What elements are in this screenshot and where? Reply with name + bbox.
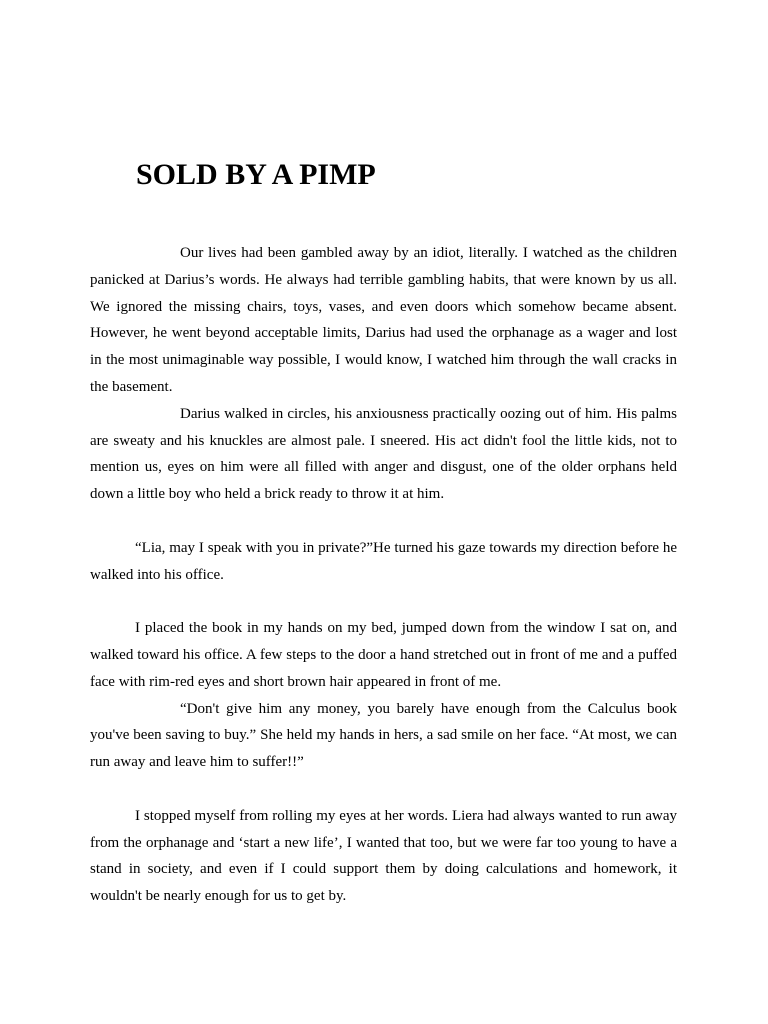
paragraph-spacer bbox=[90, 508, 677, 535]
paragraph-3: “Lia, may I speak with you in private?”He turned his gaze towards my direction before he walked into his office. bbox=[90, 539, 677, 583]
paragraph-spacer bbox=[90, 776, 677, 803]
paragraph-4: I placed the book in my hands on my bed, jumped down from the window I sat on, and walked toward his office. A few steps to the door a hand stretched out in front of me and a puffed face with rim-red eyes and short brown hair appeared in front of me. bbox=[90, 620, 677, 690]
document-body bbox=[90, 240, 677, 910]
paragraph-2: Darius walked in circles, his anxiousness practically oozing out of him. His palms are sweaty and his knuckles are almost pale. I sneered. His act didn't fool the little kids, not to mention us, eyes on him were all filled with anger and disgust, one of the older orphans held down a little boy who held a brick ready to throw it at him. bbox=[90, 405, 677, 503]
document-title: SOLD BY A PIMP bbox=[136, 158, 376, 191]
paragraph-spacer bbox=[90, 588, 677, 615]
paragraph-5: “Don't give him any money, you barely have enough from the Calculus book you've been saving to buy.” She held my hands in hers, a sad smile on her face. “At most, we can run away and leave him to suffer!!” bbox=[90, 700, 677, 771]
paragraph-1: Our lives had been gambled away by an idiot, literally. I watched as the children panicked at Darius’s words. He always had terrible gambling habits, that were known by us all. We ignored the missing chairs, toys, vases, and even doors which somehow became absent. However, he went beyond acceptable limits, Darius had used the orphanage as a wager and lost in the most unimaginable way possible, I would know, I watched him through the wall cracks in the basement. bbox=[90, 245, 677, 395]
paragraph-6: I stopped myself from rolling my eyes at her words. Liera had always wanted to run away from the orphanage and ‘start a new life’, I wanted that too, but we were far too young to have a stand in society, and even if I could support them by doing calculations and homework, it wouldn't be nearly enough for us to get by. bbox=[90, 807, 677, 905]
